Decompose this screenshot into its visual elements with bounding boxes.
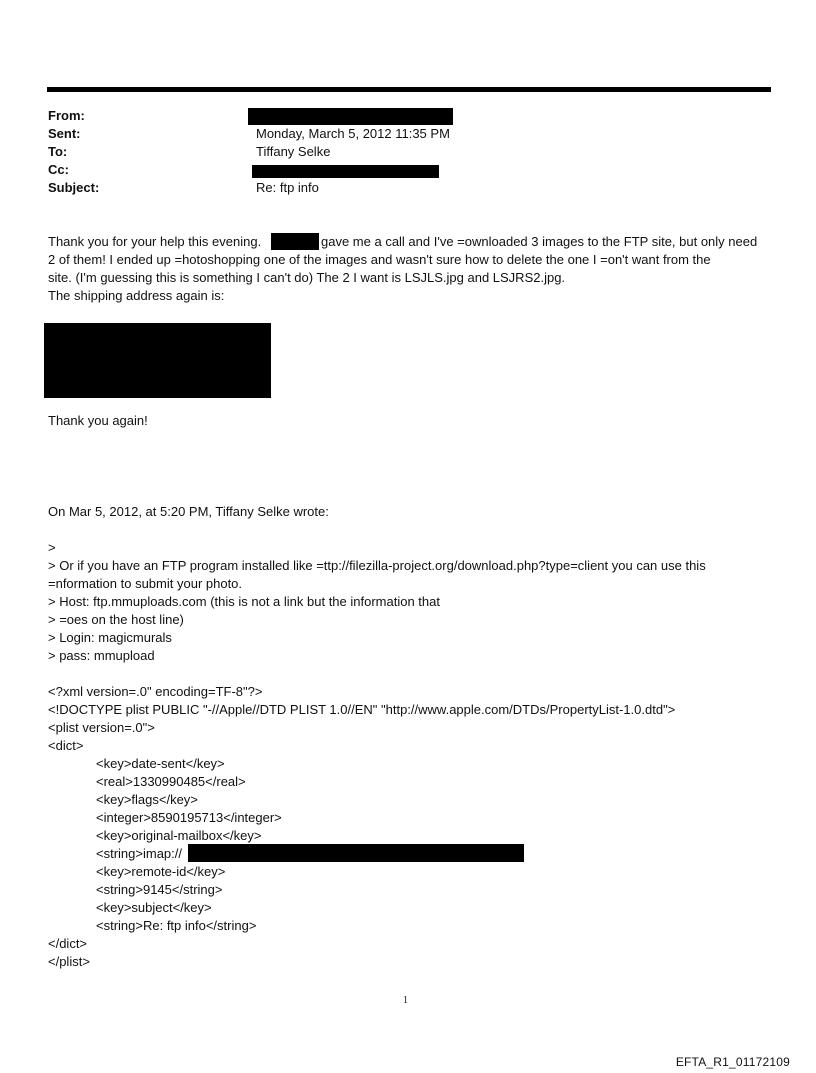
body-line-2: 2 of them! I ended up =hotoshopping one of the images and wasn't sure how to delete the one I =on't want from the <box>48 252 711 267</box>
plist-key-6: <string>imap:// <box>96 846 182 861</box>
sent-label: Sent: <box>48 126 81 141</box>
plist-key-2: <real>1330990485</real> <box>96 774 246 789</box>
redaction-imap <box>188 844 524 862</box>
page-number: 1 <box>403 995 408 1006</box>
from-label: From: <box>48 108 85 123</box>
plist-key-7: <key>remote-id</key> <box>96 864 226 879</box>
plist-key-4: <integer>8590195713</integer> <box>96 810 282 825</box>
plist-line-1: <?xml version=.0" encoding=TF-8"?> <box>48 684 263 699</box>
body-line-4: The shipping address again is: <box>48 288 225 303</box>
quote-line-4: > Host: ftp.mmuploads.com (this is not a link but the information that <box>48 594 440 609</box>
plist-key-1: <key>date-sent</key> <box>96 756 225 771</box>
quote-line-1: > <box>48 540 56 555</box>
redaction-cc <box>252 165 439 178</box>
body-line-3: site. (I'm guessing this is something I can't do) The 2 I want is LSJLS.jpg and LSJRS2.jpg. <box>48 270 566 285</box>
plist-key-3: <key>flags</key> <box>96 792 198 807</box>
bates-number: EFTA_R1_01172109 <box>675 1055 790 1069</box>
quote-line-3: =nformation to submit your photo. <box>48 576 243 591</box>
redaction-address <box>44 323 271 398</box>
cc-label: Cc: <box>48 162 69 177</box>
plist-line-2: <!DOCTYPE plist PUBLIC "-//Apple//DTD PLIST 1.0//EN" "http://www.apple.com/DTDs/PropertyList-1.0.dtd"> <box>48 702 676 717</box>
header-rule <box>47 87 771 92</box>
plist-line-6: </plist> <box>48 954 90 969</box>
redaction-name <box>271 233 319 250</box>
plist-key-10: <string>Re: ftp info</string> <box>96 918 257 933</box>
redaction-from <box>248 108 453 125</box>
to-value: Tiffany Selke <box>256 144 331 159</box>
plist-line-4: <dict> <box>48 738 84 753</box>
quote-line-2: > Or if you have an FTP program installed like =ttp://filezilla-project.org/download.php?type=client you can use this <box>48 558 706 573</box>
thanks-line: Thank you again! <box>48 413 148 428</box>
quote-intro: On Mar 5, 2012, at 5:20 PM, Tiffany Selke wrote: <box>48 504 329 519</box>
body-line-1b: gave me a call and I've =ownloaded 3 images to the FTP site, but only need <box>321 234 758 249</box>
subject-label: Subject: <box>48 180 100 195</box>
body-line-1a: Thank you for your help this evening. <box>48 234 262 249</box>
to-label: To: <box>48 144 68 159</box>
plist-key-5: <key>original-mailbox</key> <box>96 828 262 843</box>
plist-line-3: <plist version=.0"> <box>48 720 155 735</box>
plist-key-9: <key>subject</key> <box>96 900 212 915</box>
quote-line-7: > pass: mmupload <box>48 648 155 663</box>
plist-line-5: </dict> <box>48 936 88 951</box>
sent-value: Monday, March 5, 2012 11:35 PM <box>256 126 450 141</box>
plist-key-8: <string>9145</string> <box>96 882 223 897</box>
subject-value: Re: ftp info <box>256 180 319 195</box>
quote-line-5: > =oes on the host line) <box>48 612 184 627</box>
quote-line-6: > Login: magicmurals <box>48 630 172 645</box>
